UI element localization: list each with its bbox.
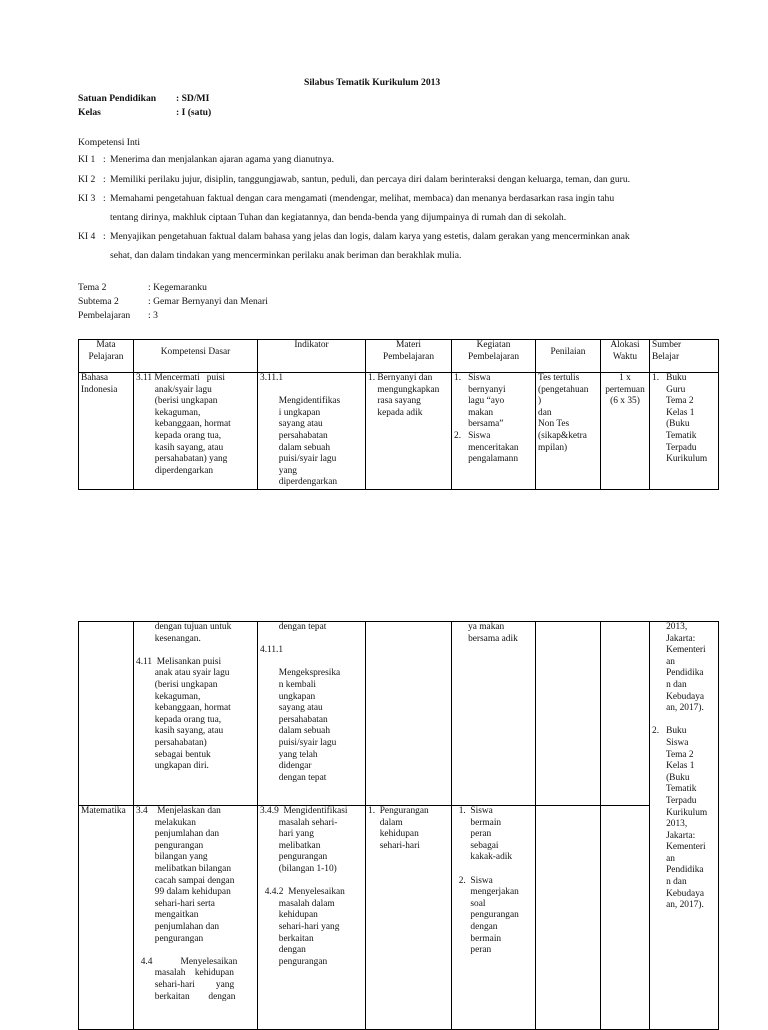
subtema-value: : Gemar Bernyanyi dan Menari [148,296,268,307]
cell-alokasi: 1 x pertemuan (6 x 35) [601,373,650,490]
table-row [79,373,719,490]
identity-value-satuan: : SD/MI [176,93,210,104]
document-title: Silabus Tematik Kurikulum 2013 [304,77,441,88]
cell-penilaian: Tes tertulis (pengetahuan ) dan Non Tes (sikap&ketra mpilan) [536,373,601,490]
header-sumber: Sumber Belajar [650,340,719,373]
header-kompetensi-dasar: Kompetensi Dasar [134,340,258,373]
tema-value: : Kegemaranku [148,282,207,293]
table-header-row [79,340,719,373]
ki1-text: Menerima dan menjalankan ajaran agama yang dianutnya. [110,154,335,165]
ki2-sep: : [103,174,106,185]
kompetensi-inti-heading: Kompetensi Inti [78,137,141,148]
cell-penilaian [536,622,601,806]
cell-kegiatan: 1. Siswa bernyanyi lagu “ayo makan bersama” 2. Siswa menceritakan pengalamann [452,373,536,490]
ki1-sep: : [103,154,106,165]
ki4-text-cont: sehat, dan dalam tindakan yang mencerminkan perilaku anak beriman dan berakhlak mulia. [110,250,462,261]
cell-indikator: dengan tepat 4.11.1 Mengekspresika n kembali ungkapan sayang atau persahabatan dalam sebuah puisi/syair lagu yang telah didengar dengan tepat [258,622,366,806]
pembelajaran-value: : 3 [148,310,158,321]
cell-materi [366,622,452,806]
header-kegiatan: Kegiatan Pembelajaran [452,340,536,373]
ki4-sep: : [103,231,106,242]
pembelajaran-label: Pembelajaran [78,310,131,321]
header-indikator: Indikator [258,340,366,373]
cell-kompetensi-dasar: 3.4 Menjelaskan dan melakukan penjumlahan dan pengurangan bilangan yang melibatkan bilangan cacah sampai dengan 99 dalam kehidupan sehari-hari serta mengaitkan penjumlahan dan pengurangan 4.4 Menyelesaikan masalah kehidupan sehari-hari yang berkaitan dengan [134,806,258,1030]
ki4-code: KI 4 [78,231,96,242]
header-mata-pelajaran: Mata Pelajaran [79,340,134,373]
header-penilaian: Penilaian [536,340,601,373]
header-alokasi: Alokasi Waktu [601,340,650,373]
header-materi: Materi Pembelajaran [366,340,452,373]
identity-value-kelas: : I (satu) [176,107,212,118]
cell-sumber: 2013, Jakarta: Kementeri an Pendidika n dan Kebudaya an, 2017). 2. Buku Siswa Tema 2 Kelas 1 (Buku Tematik Terpadu Kurikulum 2013, Jakarta: Kementeri an Pendidika n dan Kebudaya an, 2017). [650,622,719,1030]
cell-kompetensi-dasar: 3.11 Mencermati puisi anak/syair lagu (berisi ungkapan kekaguman, kebanggaan, hormat kepada orang tua, kasih sayang, atau persahabatan) yang diperdengarkan [134,373,258,490]
ki1-code: KI 1 [78,154,96,165]
cell-mata-pelajaran: Bahasa Indonesia [79,373,134,490]
subtema-label: Subtema 2 [78,296,119,307]
ki3-code: KI 3 [78,193,96,204]
table-row [79,806,719,1030]
identity-label-kelas: Kelas [78,107,101,118]
cell-sumber: 1. Buku Guru Tema 2 Kelas 1 (Buku Tematik Terpadu Kurikulum [650,373,719,490]
ki3-text-cont: tentang dirinya, makhluk ciptaan Tuhan dan kegiatannya, dan benda-benda yang dijumpainya di rumah dan di sekolah. [110,212,567,223]
cell-kegiatan: 1. Siswa bermain peran sebagai kakak-adik 2. Siswa mengerjakan soal pengurangan dengan bermain peran [452,806,536,1030]
cell-mata-pelajaran [79,622,134,806]
cell-mata-pelajaran: Matematika [79,806,134,1030]
cell-materi: 1. Pengurangan dalam kehidupan sehari-hari [366,806,452,1030]
tema-label: Tema 2 [78,282,107,293]
silabus-table-page1 [78,339,719,490]
cell-indikator: 3.4.9 Mengidentifikasi masalah sehari- hari yang melibatkan pengurangan (bilangan 1-10) 4.4.2 Menyelesaikan masalah dalam kehidupan sehari-hari yang berkaitan dengan pengurangan [258,806,366,1030]
ki2-code: KI 2 [78,174,96,185]
cell-penilaian [536,806,601,1030]
cell-alokasi [601,622,650,806]
ki3-sep: : [103,193,106,204]
cell-indikator: 3.11.1 Mengidentifikas i ungkapan sayang atau persahabatan dalam sebuah puisi/syair lagu yang diperdengarkan [258,373,366,490]
cell-materi: 1. Bernyanyi dan mengungkapkan rasa sayang kepada adik [366,373,452,490]
table-row [79,622,719,806]
cell-alokasi [601,806,650,1030]
cell-kompetensi-dasar: dengan tujuan untuk kesenangan. 4.11 Melisankan puisi anak atau syair lagu (berisi ungkapan kekaguman, kebanggaan, hormat kepada orang tua, kasih sayang, atau persahabatan) sebagai bentuk ungkapan diri. [134,622,258,806]
ki4-text: Menyajikan pengetahuan faktual dalam bahasa yang jelas dan logis, dalam karya yang estetis, dalam gerakan yang mencerminkan anak [110,231,630,242]
silabus-table-page2 [78,621,719,1030]
identity-label-satuan: Satuan Pendidikan [78,93,157,104]
ki2-text: Memiliki perilaku jujur, disiplin, tanggungjawab, santun, peduli, dan percaya diri dalam berinteraksi dengan keluarga, teman, dan guru. [110,174,631,185]
cell-kegiatan: ya makan bersama adik [452,622,536,806]
ki3-text: Memahami pengetahuan faktual dengan cara mengamati (mendengar, melihat, membaca) dan menanya berdasarkan rasa ingin tahu [110,193,615,204]
